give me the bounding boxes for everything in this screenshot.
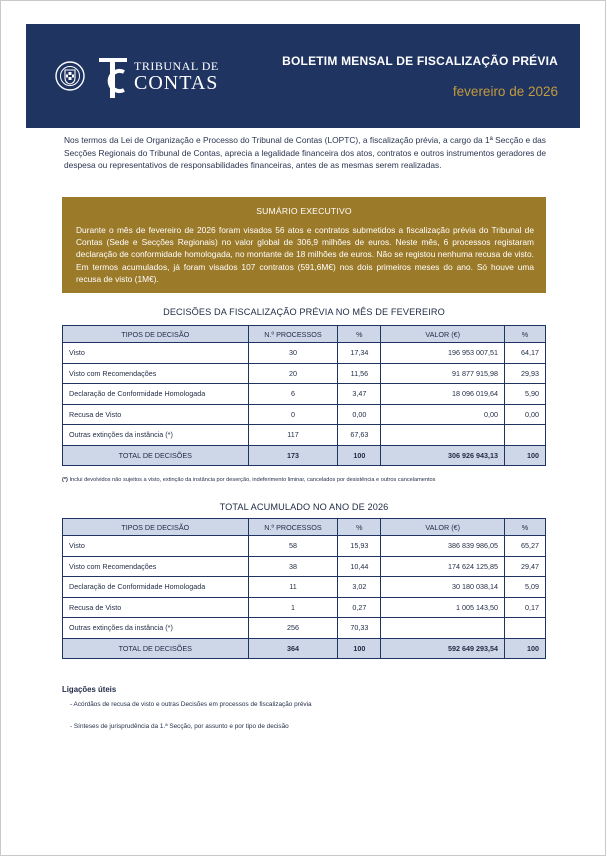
cell-value xyxy=(381,618,505,639)
cell-pct: 70,33 xyxy=(338,618,381,639)
cell-value-pct: 0,00 xyxy=(505,404,546,425)
cell-type: Recusa de Visto xyxy=(63,597,249,618)
table-row xyxy=(63,618,546,639)
cell-count: 1 xyxy=(248,597,338,618)
col-header-type: TIPOS DE DECISÃO xyxy=(63,326,249,343)
cell-total-count: 173 xyxy=(248,445,338,465)
cell-value-pct: 0,17 xyxy=(505,597,546,618)
bulletin-date: fevereiro de 2026 xyxy=(452,84,558,99)
cell-pct: 15,93 xyxy=(338,536,381,557)
cell-pct: 0,00 xyxy=(338,404,381,425)
cell-pct: 3,47 xyxy=(338,384,381,405)
cell-total-value-pct: 100 xyxy=(505,445,546,465)
cell-pct: 0,27 xyxy=(338,597,381,618)
cell-value: 30 180 038,14 xyxy=(381,577,505,598)
col-header-type: TIPOS DE DECISÃO xyxy=(63,519,249,536)
cell-value-pct: 5,90 xyxy=(505,384,546,405)
cell-total-label: TOTAL DE DECISÕES xyxy=(63,638,249,658)
cell-count: 20 xyxy=(248,363,338,384)
cell-value: 18 096 019,64 xyxy=(381,384,505,405)
footnote-text: Inclui devolvidos não sujeitos a visto, extinção da instância por deserção, indeferimento liminar, cancelados por desistência e outros cancelamentos xyxy=(67,477,436,483)
link-jurisprudence-summaries[interactable]: - Sínteses de jurisprudência da 1.ª Secção, por assunto e por tipo de decisão xyxy=(70,723,289,730)
link-recusa-visto-decisions[interactable]: - Acórdãos de recusa de visto e outras Decisões em processos de fiscalização prévia xyxy=(70,701,312,708)
col-header-value-pct: % xyxy=(505,519,546,536)
table-row xyxy=(63,536,546,557)
cell-total-value: 306 926 943,13 xyxy=(381,445,505,465)
cell-value-pct: 64,17 xyxy=(505,343,546,364)
useful-links-section xyxy=(62,685,546,730)
cell-count: 11 xyxy=(248,577,338,598)
cell-count: 38 xyxy=(248,556,338,577)
cell-value: 0,00 xyxy=(381,404,505,425)
col-header-pct: % xyxy=(338,326,381,343)
cell-type: Visto xyxy=(63,536,249,557)
footnote-mark: (*) xyxy=(62,477,68,483)
col-header-value: VALOR (€) xyxy=(381,326,505,343)
cell-value-pct: 29,93 xyxy=(505,363,546,384)
cell-count: 58 xyxy=(248,536,338,557)
cell-type: Recusa de Visto xyxy=(63,404,249,425)
cell-value: 91 877 915,98 xyxy=(381,363,505,384)
col-header-pct: % xyxy=(338,519,381,536)
header-banner xyxy=(26,24,580,128)
table-row xyxy=(63,556,546,577)
cell-value-pct: 29,47 xyxy=(505,556,546,577)
table-footnote xyxy=(62,477,435,483)
cell-count: 117 xyxy=(248,425,338,446)
table-row xyxy=(63,384,546,405)
summary-text: Durante o mês de fevereiro de 2026 foram visados 56 atos e contratos submetidos a fiscalização prévia do Tribunal de Contas (Sede e Secções Regionais) no valor global de 306,9 milhões de euros. Neste mês, 6 processos registaram declaração de conformidade homologada, no montante de 18 milhões de euros. Não se registou nenhuma recusa de visto. Em termos acumulados, já foram visados 107 contratos (591,6M€) nos dois primeiros meses do ano. Só houve uma recusa de visto (1M€). xyxy=(76,225,534,284)
table2-title: TOTAL ACUMULADO NO ANO DE 2026 xyxy=(219,502,389,512)
cell-total-pct: 100 xyxy=(338,638,381,658)
table-total-row xyxy=(63,445,546,465)
cell-value: 196 953 007,51 xyxy=(381,343,505,364)
cell-count: 30 xyxy=(248,343,338,364)
table-row xyxy=(63,363,546,384)
cell-count: 6 xyxy=(248,384,338,405)
cell-value: 174 624 125,85 xyxy=(381,556,505,577)
col-header-count: N.º PROCESSOS xyxy=(248,519,338,536)
cell-pct: 3,02 xyxy=(338,577,381,598)
useful-links-title: Ligações úteis xyxy=(62,685,117,694)
cell-total-value-pct: 100 xyxy=(505,638,546,658)
cell-value-pct xyxy=(505,618,546,639)
monthly-decisions-table xyxy=(62,325,546,466)
executive-summary-box xyxy=(62,197,546,293)
table1-title: DECISÕES DA FISCALIZAÇÃO PRÉVIA NO MÊS DE FEVEREIRO xyxy=(163,307,445,317)
cell-count: 256 xyxy=(248,618,338,639)
cell-total-value: 592 649 293,54 xyxy=(381,638,505,658)
table-row xyxy=(63,404,546,425)
cell-type: Visto com Recomendações xyxy=(63,363,249,384)
table-header-row xyxy=(63,519,546,536)
table-header-row xyxy=(63,326,546,343)
table-row xyxy=(63,425,546,446)
cell-value-pct xyxy=(505,425,546,446)
cell-pct: 17,34 xyxy=(338,343,381,364)
bulletin-title: BOLETIM MENSAL DE FISCALIZAÇÃO PRÉVIA xyxy=(282,54,558,68)
cell-value: 1 005 143,50 xyxy=(381,597,505,618)
cell-total-count: 364 xyxy=(248,638,338,658)
col-header-value: VALOR (€) xyxy=(381,519,505,536)
cell-type: Visto xyxy=(63,343,249,364)
table-row xyxy=(63,577,546,598)
col-header-value-pct: % xyxy=(505,326,546,343)
cell-pct: 11,56 xyxy=(338,363,381,384)
coat-of-arms-icon xyxy=(54,60,86,92)
tc-monogram-icon xyxy=(98,56,128,100)
intro-paragraph: Nos termos da Lei de Organização e Processo do Tribunal de Contas (LOPTC), a fiscalização prévia, a cargo da 1ª Secção e das Secções Regionais do Tribunal de Contas, aprecia a legalidade financeira dos atos, contratos e outros instrumentos geradores de despesa ou representativos de responsabilidades financeiras, antes de as mesmas serem realizadas. xyxy=(64,135,546,170)
cell-type: Outras extinções da instância (*) xyxy=(63,618,249,639)
cell-total-label: TOTAL DE DECISÕES xyxy=(63,445,249,465)
summary-title: SUMÁRIO EXECUTIVO xyxy=(256,206,352,216)
cell-value-pct: 65,27 xyxy=(505,536,546,557)
logo-wordmark xyxy=(134,60,219,93)
col-header-count: N.º PROCESSOS xyxy=(248,326,338,343)
logo-line-1: TRIBUNAL DE xyxy=(134,59,219,73)
cell-count: 0 xyxy=(248,404,338,425)
cell-type: Declaração de Conformidade Homologada xyxy=(63,577,249,598)
cell-pct: 67,63 xyxy=(338,425,381,446)
cell-type: Outras extinções da instância (*) xyxy=(63,425,249,446)
cumulative-decisions-table xyxy=(62,518,546,659)
cell-type: Visto com Recomendações xyxy=(63,556,249,577)
cell-type: Declaração de Conformidade Homologada xyxy=(63,384,249,405)
tribunal-logo[interactable] xyxy=(54,54,244,104)
cell-pct: 10,44 xyxy=(338,556,381,577)
table-row xyxy=(63,597,546,618)
logo-line-2: CONTAS xyxy=(134,72,219,94)
cell-value-pct: 5,09 xyxy=(505,577,546,598)
table-total-row xyxy=(63,638,546,658)
cell-value: 386 839 986,05 xyxy=(381,536,505,557)
cell-value xyxy=(381,425,505,446)
cell-total-pct: 100 xyxy=(338,445,381,465)
table-row xyxy=(63,343,546,364)
